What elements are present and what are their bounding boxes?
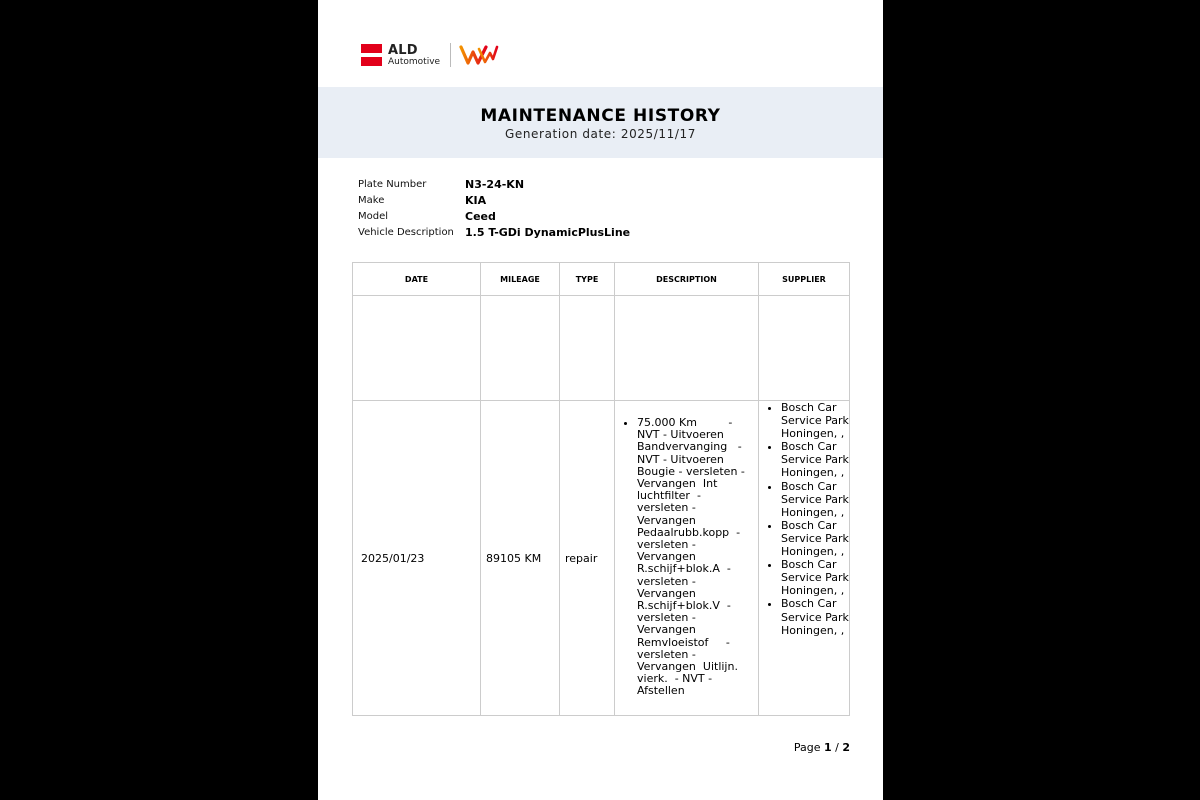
column-header-description: DESCRIPTION bbox=[615, 263, 759, 296]
partner-w-logo-icon bbox=[459, 43, 499, 67]
cell-mileage: 89105 KM bbox=[481, 401, 560, 716]
title-band bbox=[318, 87, 883, 158]
cell-date: 2025/01/23 bbox=[353, 401, 481, 716]
supplier-item: • Bosch Car Service Park Honingen, , bbox=[781, 401, 849, 440]
page-total: 2 bbox=[842, 741, 850, 754]
supplier-item: • Bosch Car Service Park Honingen, , bbox=[781, 440, 849, 479]
page-title: MAINTENANCE HISTORY bbox=[480, 106, 721, 126]
model-label: Model bbox=[358, 210, 389, 222]
page-prefix: Page bbox=[793, 741, 821, 754]
generation-date: Generation date: 2025/11/17 bbox=[504, 127, 697, 141]
page-indicator bbox=[794, 741, 850, 754]
ald-logo-mark bbox=[361, 44, 382, 66]
model-value: Ceed bbox=[465, 209, 496, 223]
supplier-item: • Bosch Car Service Park Honingen, , bbox=[781, 558, 849, 597]
brand-name: ALD bbox=[388, 42, 418, 58]
plate-number-label: Plate Number bbox=[358, 178, 427, 190]
maintenance-table bbox=[352, 262, 850, 716]
cell-supplier bbox=[759, 401, 850, 716]
vehicle-info bbox=[358, 176, 630, 240]
column-header-mileage: MILEAGE bbox=[481, 263, 560, 296]
plate-number-value: N3-24-KN bbox=[465, 177, 525, 191]
vehicle-info-row bbox=[358, 208, 630, 224]
vehicle-description-label: Vehicle Description bbox=[358, 226, 454, 238]
vehicle-info-row bbox=[358, 192, 630, 208]
vehicle-info-row bbox=[358, 224, 630, 240]
make-label: Make bbox=[358, 194, 385, 206]
empty-row bbox=[353, 296, 850, 401]
vehicle-description-value: 1.5 T-GDi DynamicPlusLine bbox=[465, 225, 631, 239]
column-header-date: DATE bbox=[353, 263, 481, 296]
make-value: KIA bbox=[465, 193, 487, 207]
logo-divider bbox=[450, 43, 451, 67]
document-page bbox=[318, 0, 883, 800]
table-header-row bbox=[353, 263, 850, 296]
table-row bbox=[353, 401, 850, 716]
supplier-item: • Bosch Car Service Park Honingen, , bbox=[781, 480, 849, 519]
column-header-supplier: SUPPLIER bbox=[759, 263, 850, 296]
company-logo bbox=[361, 43, 499, 67]
brand-sub: Automotive bbox=[388, 56, 441, 67]
vehicle-info-row bbox=[358, 176, 630, 192]
page-current: 1 bbox=[823, 741, 832, 754]
column-header-type: TYPE bbox=[560, 263, 615, 296]
cell-description bbox=[615, 401, 759, 716]
description-text: • 75.000 Km - NVT - Uitvoeren Bandvervanging - NVT - Uitvoeren Bougie - versleten - Vervangen Int luchtfilter - versleten - Vervangen Pedaalrubb.kopp - versleten - Vervangen R.schijf+blok.A - versleten - Vervangen R.schijf+blok.V - versleten - Vervangen Remvloeistof - versleten - Vervangen Uitlijn. vierk. - NVT - Afstellen bbox=[637, 417, 754, 698]
page-separator: / bbox=[835, 741, 839, 754]
supplier-item: • Bosch Car Service Park Honingen, , bbox=[781, 597, 849, 636]
cell-type: repair bbox=[560, 401, 615, 716]
supplier-item: • Bosch Car Service Park Honingen, , bbox=[781, 519, 849, 558]
